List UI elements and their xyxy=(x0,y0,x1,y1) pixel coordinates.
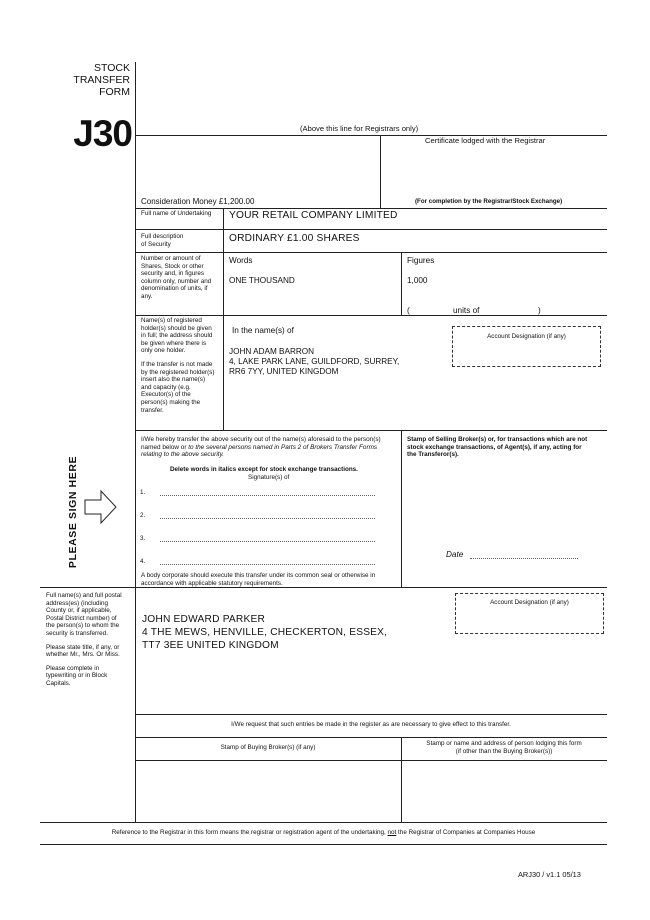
signature-line-3[interactable] xyxy=(160,541,375,542)
in-the-names-of-label: In the name(s) of xyxy=(232,326,294,335)
holders-label-line: in full; the address should xyxy=(141,332,213,340)
stamp-lodging-box[interactable] xyxy=(402,761,606,821)
stamp-selling-line1: Stamp of Selling Broker(s) or, for transactions which are not xyxy=(407,436,588,443)
holders-label-line: be given where there is xyxy=(141,339,207,347)
please-sign-here-text: PLEASE SIGN HERE xyxy=(67,455,79,569)
units-open-paren: ( xyxy=(407,306,410,315)
transferee-label-line: typewriting or in Block xyxy=(46,672,108,680)
holders-label xyxy=(141,317,215,414)
date-line[interactable] xyxy=(470,558,578,559)
stamp-selling-line2: stock exchange transactions, of Agent(s), if any, acting for xyxy=(407,443,582,451)
transferee-rule xyxy=(135,714,607,715)
consideration-rule xyxy=(135,208,607,209)
security-label-line2: of Security xyxy=(141,240,171,248)
figures-label: Figures xyxy=(407,256,435,265)
stamp-lodging-line1: Stamp or name and address of person lodging this form xyxy=(426,740,582,747)
bottom-rule xyxy=(40,822,607,823)
reference-text-b: the Registrar of Companies at Companies House xyxy=(396,829,536,836)
transferor-address-line2[interactable]: RR6 7YY, UNITED KINGDOM xyxy=(229,367,339,376)
transfer-statement-line2a: named below or xyxy=(141,443,189,451)
transfer-statement-line1: I/We hereby transfer the above security out of the name(s) aforesaid to the person(s) xyxy=(141,436,381,443)
stamp-selling-broker-label xyxy=(407,436,587,459)
transfer-statement-line2 xyxy=(141,444,381,452)
words-label: Words xyxy=(229,256,253,265)
amount-label-line: column only, number and xyxy=(141,277,212,285)
delete-words-note: Delete words in italics except for stock exchange transactions. xyxy=(170,466,358,473)
reference-text-not: not xyxy=(387,829,397,836)
signature-number-4: 4. xyxy=(140,558,146,565)
signature-line-2[interactable] xyxy=(160,518,375,519)
security-rule xyxy=(135,252,607,253)
transfer-statement-line2b: to the several persons named in Parts 2 of Brokers Transfer Forms xyxy=(188,443,378,451)
label-column-rule xyxy=(223,208,224,430)
holders-label-line: insert also the name(s) xyxy=(141,376,206,384)
words-value[interactable]: ONE THOUSAND xyxy=(229,276,295,285)
amount-rule xyxy=(135,315,607,316)
holders-label-line: only one holder. xyxy=(141,347,186,355)
stamp-buying-broker-box[interactable] xyxy=(136,761,400,821)
certificate-lodged-label: Certificate lodged with the Registrar xyxy=(425,136,546,145)
undertaking-label: Full name of Undertaking xyxy=(141,210,212,217)
body-corporate-line1: A body corporate should execute this transfer under its common seal or otherwise in xyxy=(141,572,376,579)
holders-label-line: holder(s) should be given xyxy=(141,324,212,332)
registrar-reference-note xyxy=(40,829,607,837)
transfer-statement xyxy=(141,436,381,459)
arrow-right-icon xyxy=(84,488,118,526)
transfer-divider xyxy=(401,430,402,587)
transferee-label-line: County or, if applicable, xyxy=(46,607,112,615)
transferee-label-line: whether Mr., Mrs. Or Miss. xyxy=(46,651,120,659)
left-margin-rule xyxy=(135,62,136,822)
body-corporate-note xyxy=(141,572,375,587)
transferor-account-designation-box[interactable] xyxy=(452,326,601,367)
body-corporate-line2: accordance with applicable statutory requirements. xyxy=(141,579,283,587)
signature-number-3: 3. xyxy=(140,535,146,542)
footer-rule xyxy=(40,844,607,845)
signatures-label: Signature(s) of xyxy=(248,474,290,481)
please-sign-here-label xyxy=(67,455,79,569)
amount-label-line: any. xyxy=(141,292,153,300)
signature-line-1[interactable] xyxy=(160,495,375,496)
holders-label-line: and capacity (e.g. xyxy=(141,383,191,391)
holders-label-line: transfer. xyxy=(141,406,164,414)
signature-number-2: 2. xyxy=(140,512,146,519)
transferee-label-line: Please state title, if any, or xyxy=(46,643,120,651)
form-title xyxy=(60,62,130,98)
request-rule xyxy=(135,737,607,738)
amount-label xyxy=(141,255,211,301)
form-title-line3: FORM xyxy=(99,86,130,98)
undertaking-value[interactable]: YOUR RETAIL COMPANY LIMITED xyxy=(229,210,398,221)
figures-value[interactable]: 1,000 xyxy=(407,276,428,285)
amount-label-line: denomination of units, if xyxy=(141,285,208,293)
form-version: ARJ30 / v1.1 05/13 xyxy=(518,870,581,879)
consideration-money: Consideration Money £1,200.00 xyxy=(141,197,255,206)
form-code: J30 xyxy=(73,113,132,154)
amount-label-line: security and, in figures xyxy=(141,270,204,278)
units-close-paren: ) xyxy=(538,306,541,315)
transferee-label-line: Please complete in xyxy=(46,664,100,672)
registrar-only-note: (Above this line for Registrars only) xyxy=(300,124,419,133)
transferee-name[interactable]: JOHN EDWARD PARKER xyxy=(142,614,266,625)
register-request-text: I/We request that such entries be made in the register as are necessary to give effect to this transfer. xyxy=(231,721,511,728)
transferee-account-designation-box[interactable] xyxy=(455,593,604,634)
holders-rule xyxy=(135,430,607,431)
account-designation-label: Account Designation (if any) xyxy=(490,599,569,606)
account-designation-label: Account Designation (if any) xyxy=(487,333,566,340)
transfer-statement-line3: relating to the above security. xyxy=(141,451,225,459)
security-label xyxy=(141,233,183,248)
holders-label-line: by the registered holder(s) xyxy=(141,368,215,376)
transferor-name[interactable]: JOHN ADAM BARRON xyxy=(229,347,315,356)
transferee-label-line: address(es) (including xyxy=(46,599,108,607)
amount-label-line: Number or amount of xyxy=(141,255,201,262)
security-value[interactable]: ORDINARY £1.00 SHARES xyxy=(229,233,360,244)
holders-label-line: Executor(s) of the xyxy=(141,391,191,399)
holders-label-line: person(s) making the xyxy=(141,398,201,406)
transferee-label xyxy=(46,592,122,688)
transferee-label-line: the person(s) to whom the xyxy=(46,622,120,630)
transferee-label-line: security is transferred. xyxy=(46,629,108,637)
transferee-label-line: Full name(s) and full postal xyxy=(46,592,122,599)
transferee-address-line1[interactable]: 4 THE MEWS, HENVILLE, CHECKERTON, ESSEX, xyxy=(142,627,388,638)
holders-label-line: If the transfer is not made xyxy=(141,360,213,368)
stamp-selling-line3: the Transferor(s). xyxy=(407,451,459,459)
transferee-label-line: Capitals. xyxy=(46,679,71,687)
signature-number-1: 1. xyxy=(140,489,146,496)
certificate-divider xyxy=(380,135,381,208)
stamp-lodging-label xyxy=(401,740,607,755)
form-title-line1: STOCK xyxy=(94,62,130,74)
units-label: units of xyxy=(453,306,480,315)
date-label: Date xyxy=(446,550,464,559)
holders-label-line: Name(s) of registered xyxy=(141,317,202,324)
security-label-line1: Full description xyxy=(141,233,184,240)
transferee-label-line: Postal District number) of xyxy=(46,614,117,622)
stamp-lodging-line2: (if other than the Buying Broker(s)) xyxy=(455,747,553,755)
transferee-address-line2[interactable]: TT7 3EE UNITED KINGDOM xyxy=(142,640,279,651)
signature-line-4[interactable] xyxy=(160,564,375,565)
reference-text-a: Reference to the Registrar in this form means the registrar or registration agent of the undertaking, xyxy=(111,829,388,836)
form-title-line2: TRANSFER xyxy=(73,74,130,86)
transferor-address-line1[interactable]: 4, LAKE PARK LANE, GUILDFORD, SURREY, xyxy=(229,357,400,366)
figures-divider xyxy=(401,252,402,315)
completion-note: (For completion by the Registrar/Stock Exchange) xyxy=(415,198,563,205)
amount-label-line: Shares, Stock or other xyxy=(141,262,204,270)
undertaking-rule xyxy=(135,229,607,230)
stamp-buying-broker-label: Stamp of Buying Broker(s) (if any) xyxy=(220,744,316,751)
